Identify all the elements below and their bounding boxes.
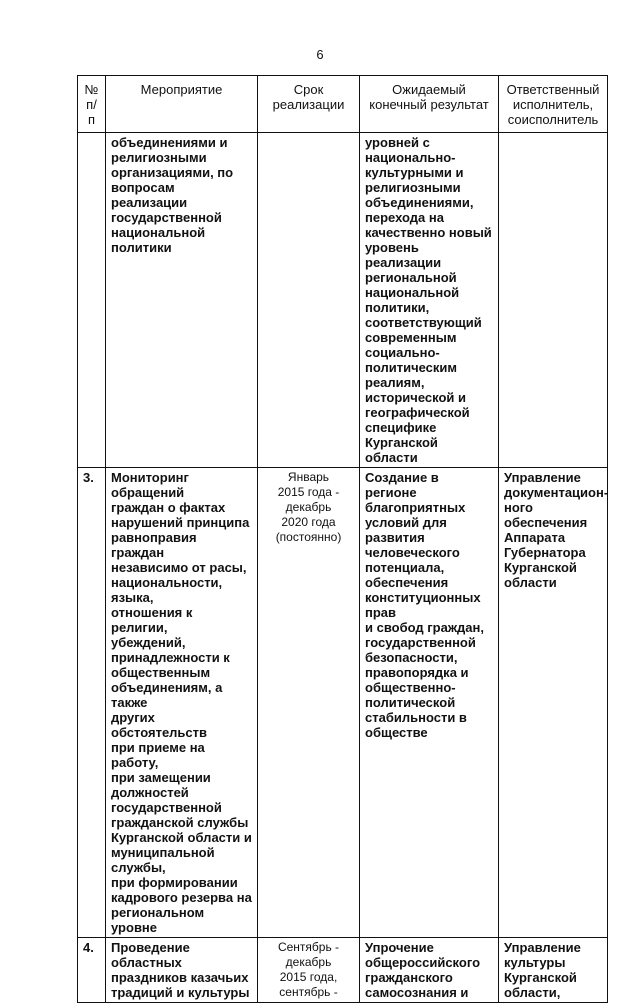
header-responsible: Ответственный исполнитель, соисполнитель <box>499 76 608 133</box>
row-result: Упрочение общероссийского гражданского самосознания и <box>360 938 499 1003</box>
row-number: 4. <box>78 938 106 1003</box>
table-row <box>78 468 608 938</box>
row-number: 3. <box>78 468 106 938</box>
row-event: объединениями и религиозными организациями, по вопросам реализации государственной национальной политики <box>106 133 258 468</box>
table-row <box>78 938 608 1003</box>
row-responsible <box>499 133 608 468</box>
table-row <box>78 133 608 468</box>
row-responsible: Управление документацион- ного обеспечения Аппарата Губернатора Курганской области <box>499 468 608 938</box>
header-result: Ожидаемый конечный результат <box>360 76 499 133</box>
row-event: Мониторинг обращений граждан о фактах нарушений принципа равноправия граждан независимо от расы, национальности, языка, отношения к религии, убеждений, принадлежности к общественным объединениям, а также других обстоятельств при приеме на работу, при замещении должностей государственной гражданской службы Курганской области и муниципальной службы, при формировании кадрового резерва на региональном уровне <box>106 468 258 938</box>
row-term <box>258 133 360 468</box>
header-term: Срок реализации <box>258 76 360 133</box>
header-event: Мероприятие <box>106 76 258 133</box>
row-result: уровней с национально- культурными и религиозными объединениями, перехода на качественно новый уровень реализации региональной национальной политики, соответствующий современным социально- политическим реалиям, исторической и географической специфике Курганской области <box>360 133 499 468</box>
action-plan-table <box>77 75 608 1003</box>
header-number: № п/п <box>78 76 106 133</box>
page-number: 6 <box>316 47 324 62</box>
row-responsible: Управление культуры Курганской области, <box>499 938 608 1003</box>
row-term: Сентябрь - декабрь 2015 года, сентябрь - <box>258 938 360 1003</box>
row-number <box>78 133 106 468</box>
row-event: Проведение областных праздников казачьих традиций и культуры <box>106 938 258 1003</box>
table-header-row <box>78 76 608 133</box>
row-term: Январь 2015 года - декабрь 2020 года (постоянно) <box>258 468 360 938</box>
row-result: Создание в регионе благоприятных условий для развития человеческого потенциала, обеспечения конституционных прав и свобод граждан, государственной безопасности, правопорядка и общественно- политической стабильности в обществе <box>360 468 499 938</box>
